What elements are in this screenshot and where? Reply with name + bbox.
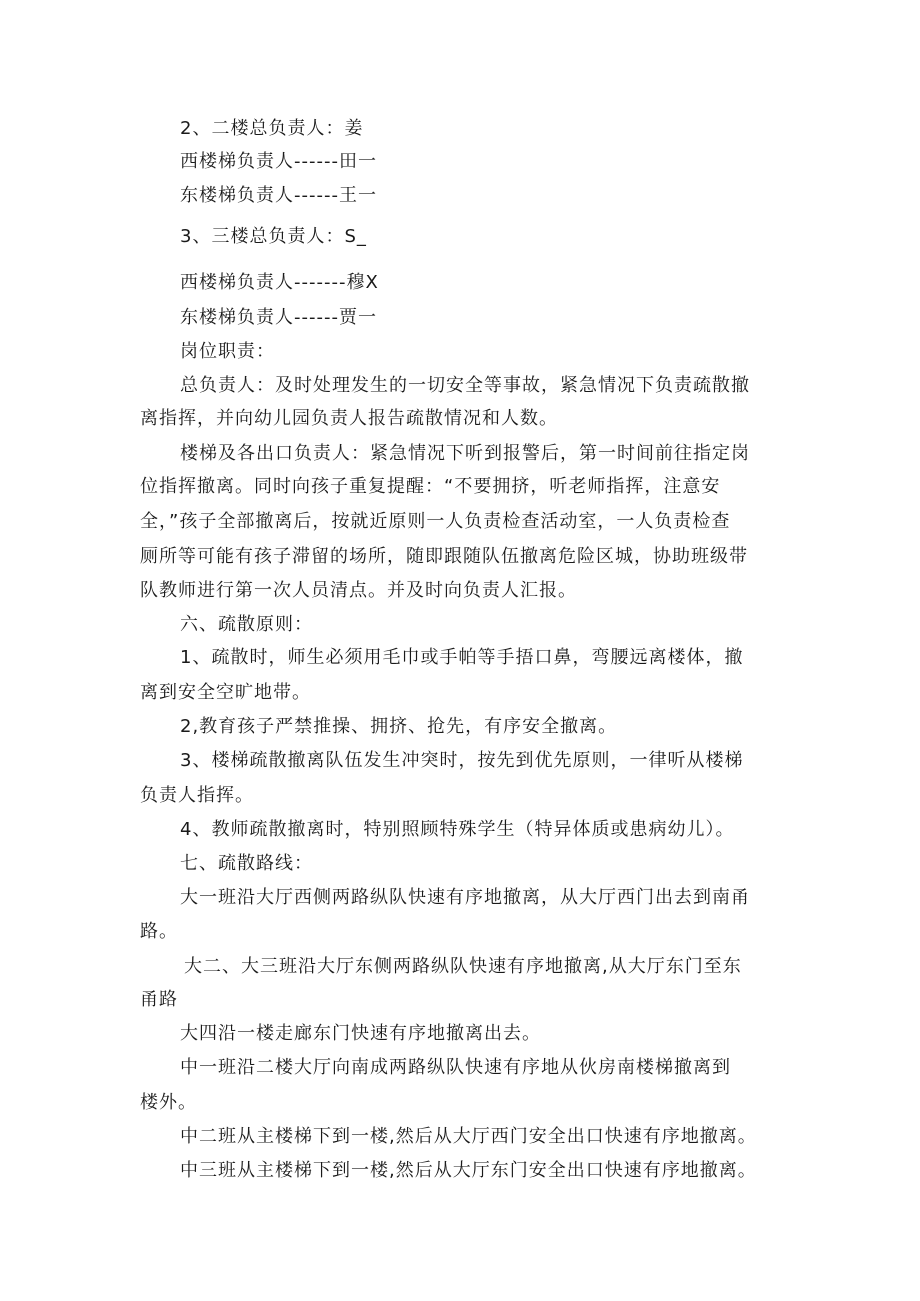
text-line: 中一班沿二楼大厅向南成两路纵队快速有序地从伙房南楼梯撤离到 xyxy=(180,1057,731,1078)
section-heading: 岗位职责： xyxy=(180,341,275,362)
text-line: 全，”孩子全部撤离后，按就近原则一人负责检查活动室，一人负责检查 xyxy=(140,511,731,532)
text-line: 总负责人：及时处理发生的一切安全等事故，紧急情况下负责疏散撤 xyxy=(180,375,750,396)
text-line: 大一班沿大厅西侧两路纵队快速有序地撤离，从大厅西门出去到南甬 xyxy=(180,887,750,908)
text-line: 中三班从主楼梯下到一楼,然后从大厅东门安全出口快速有序地撤离。 xyxy=(180,1160,757,1181)
text-line: 甬路 xyxy=(140,989,178,1010)
text-line: 位指挥撤离。同时向孩子重复提醒：“不要拥挤，听老师指挥，注意安 xyxy=(140,476,721,497)
text-line: 3、楼梯疏散撤离队伍发生冲突时，按先到优先原则，一律听从楼梯 xyxy=(180,750,744,771)
text-line: 1、疏散时，师生必须用毛巾或手帕等手捂口鼻，弯腰远离楼体，撤 xyxy=(180,647,744,668)
text-line: 西楼梯负责人------田一 xyxy=(180,151,377,172)
section-heading: 六、疏散原则： xyxy=(180,614,313,635)
text-line: 2、二楼总负责人：姜 xyxy=(180,118,364,139)
text-line: 西楼梯负责人-------穆X xyxy=(180,272,379,293)
text-line: 路。 xyxy=(140,921,178,942)
text-line: 2,教育孩子严禁推操、拥挤、抢先，有序安全撤离。 xyxy=(180,716,618,737)
text-line: 负责人指挥。 xyxy=(140,785,254,806)
text-line: 4、教师疏散撤离时，特别照顾特殊学生（特异体质或患病幼儿）。 xyxy=(180,819,735,840)
text-line: 3、三楼总负责人：S_ xyxy=(180,226,367,247)
text-line: 东楼梯负责人------贾一 xyxy=(180,307,377,328)
section-heading: 七、疏散路线： xyxy=(180,853,313,874)
text-line: 中二班从主楼梯下到一楼,然后从大厅西门安全出口快速有序地撤离。 xyxy=(180,1126,757,1147)
text-line: 东楼梯负责人------王一 xyxy=(180,185,377,206)
text-line: 大二、大三班沿大厅东侧两路纵队快速有序地撤离,从大厅东门至东 xyxy=(184,956,742,977)
text-line: 楼外。 xyxy=(140,1092,197,1113)
text-line: 离到安全空旷地带。 xyxy=(140,682,311,703)
text-line: 队教师进行第一次人员清点。并及时向负责人汇报。 xyxy=(140,580,577,601)
text-line: 离指挥，并向幼儿园负责人报告疏散情况和人数。 xyxy=(140,408,558,429)
text-line: 大四沿一楼走廊东门快速有序地撤离出去。 xyxy=(180,1023,541,1044)
text-line: 楼梯及各出口负责人：紧急情况下听到报警后，第一时间前往指定岗 xyxy=(180,443,750,464)
text-line: 厕所等可能有孩子滞留的场所，随即跟随队伍撤离危险区城，协助班级带 xyxy=(140,546,748,567)
